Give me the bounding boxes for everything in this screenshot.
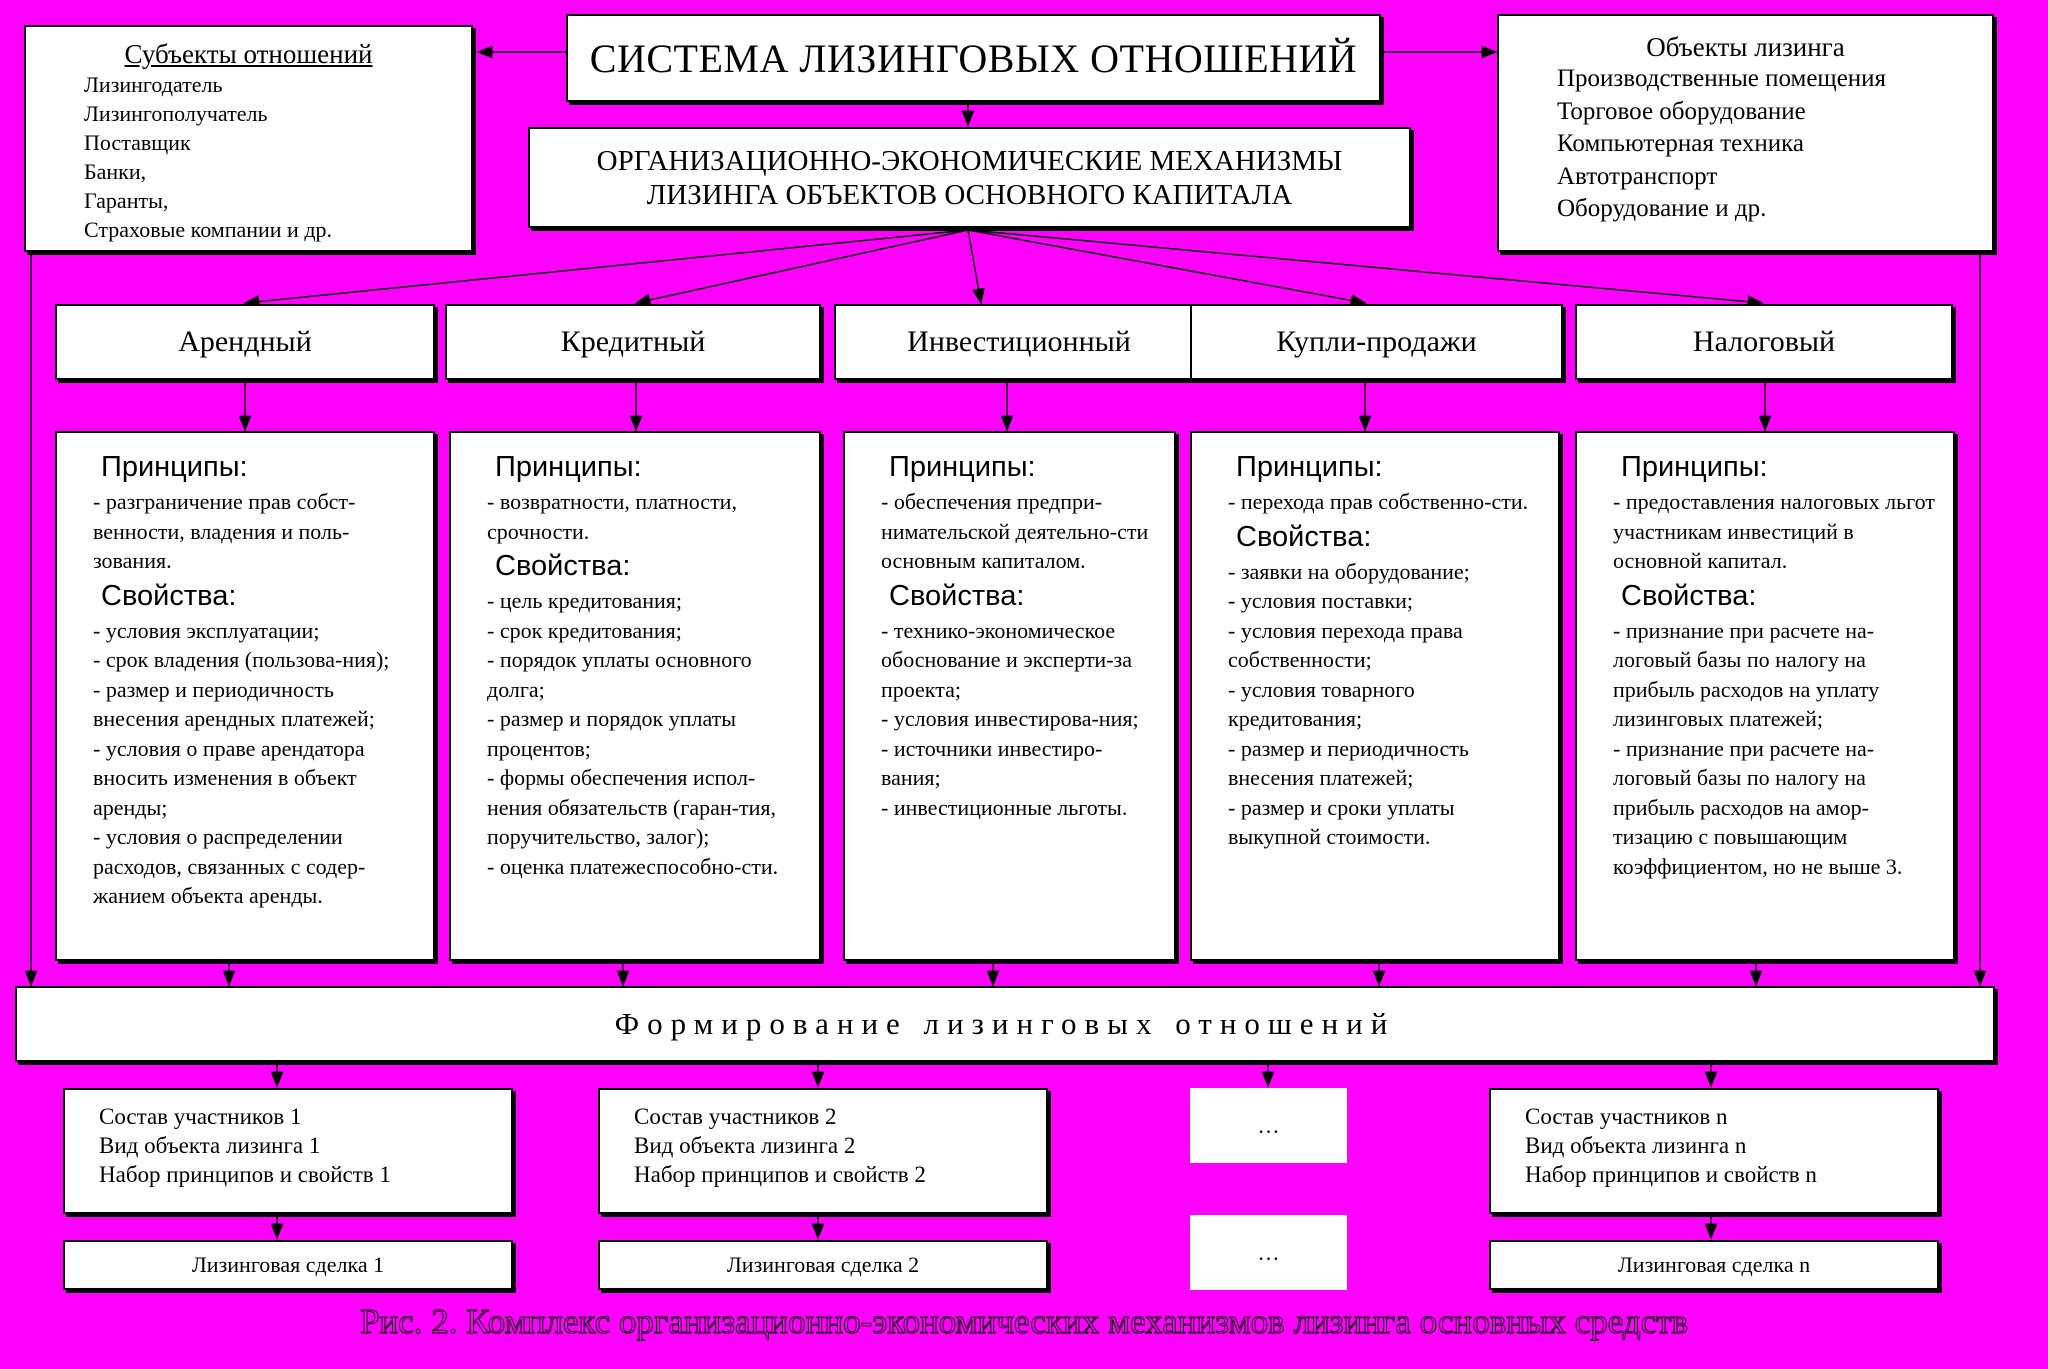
properties-label: Свойства: (495, 550, 631, 582)
properties-list (881, 616, 1156, 823)
list-item: Банки, (84, 159, 147, 184)
set-ellipsis-box: … (1190, 1088, 1347, 1163)
list-item: - условия перехода права собственности; (1228, 617, 1463, 672)
list-item: Поставщик (84, 130, 191, 155)
properties-label: Свойства: (101, 579, 237, 612)
list-item: - срок кредитования; (487, 617, 682, 643)
list-item: Набор принципов и свойств n (1525, 1162, 1817, 1187)
deal-1-box: Лизинговая сделка 1 (63, 1240, 513, 1290)
mechanisms-line-1: ОРГАНИЗАЦИОННО-ЭКОНОМИЧЕСКИЕ МЕХАНИЗМЫ (596, 144, 1343, 177)
list-item: - условия эксплуатации; (93, 617, 320, 643)
list-item: - размер и порядок уплаты процентов; (487, 706, 737, 761)
list-item: - предоставления налоговых льгот участникам инвестиций в основной капитал. (1613, 489, 1935, 573)
objects-box (1497, 14, 1994, 252)
set-n-box (1489, 1088, 1939, 1214)
principles-label: Принципы: (101, 451, 248, 483)
deal-ellipsis-box: … (1190, 1215, 1347, 1290)
list-item: - размер и периодичность внесения платежей; (1228, 735, 1469, 790)
mechanisms-line-2: ЛИЗИНГА ОБЪЕКТОВ ОСНОВНОГО КАПИТАЛА (646, 178, 1293, 211)
properties-list (93, 616, 415, 911)
principles-label: Принципы: (1621, 451, 1768, 483)
list-item: - оценка платежеспособно-сти. (487, 853, 779, 879)
list-item: Вид объекта лизинга 2 (634, 1133, 856, 1158)
list-item: - размер и периодичность внесения арендных платежей; (93, 676, 375, 731)
list-item: - формы обеспечения испол-нения обязательств (гаран-тия, поручительство, залог); (487, 765, 776, 849)
list-item: - порядок уплаты основного долга; (487, 647, 752, 702)
arrow-to-investitsionny (968, 230, 981, 303)
list-item: - условия поставки; (1228, 588, 1414, 613)
list-item: Состав участников 1 (99, 1104, 302, 1129)
figure-caption: Рис. 2. Комплекс организационно-экономических механизмов лизинга основных средств (359, 1302, 1689, 1341)
list-item: Набор принципов и свойств 2 (634, 1162, 926, 1187)
details-kupli-prodazhi (1190, 431, 1560, 961)
details-arendny (55, 431, 435, 961)
mechanism-kupli-prodazhi: Купли-продажи (1190, 304, 1563, 380)
list-item: - условия инвестирова-ния; (881, 706, 1139, 731)
principles-label: Принципы: (495, 451, 642, 483)
mechanism-nalogovy: Налоговый (1575, 304, 1953, 380)
list-item: Компьютерная техника (1557, 130, 1804, 157)
list-item: - инвестиционные льготы. (881, 794, 1128, 820)
list-item: Страховые компании и др. (84, 217, 333, 242)
principles-list (487, 487, 801, 546)
list-item: Состав участников 2 (634, 1104, 837, 1129)
list-item: - технико-экономическое обоснование и эксперти-за проекта; (881, 617, 1132, 702)
principles-label: Принципы: (1236, 451, 1383, 483)
list-item: Торговое оборудование (1557, 97, 1806, 125)
list-item: - условия о праве арендатора вносить изменения в объект аренды; (93, 735, 365, 820)
objects-list (1557, 63, 1992, 226)
principles-list (881, 487, 1156, 576)
subjects-heading: Субъекты отношений (124, 39, 373, 69)
list-item: - признание при расчете на-логовый базы по налогу на прибыль расходов на уплату лизинговых платежей; (1613, 617, 1880, 731)
list-item: - перехода прав собственно-сти. (1228, 489, 1529, 514)
details-investitsionny (843, 431, 1176, 961)
list-item: Лизингополучатель (84, 101, 268, 126)
list-item: Производственные помещения (1557, 65, 1887, 92)
properties-label: Свойства: (1621, 579, 1757, 612)
list-item: Вид объекта лизинга 1 (99, 1133, 321, 1158)
list-item: Вид объекта лизинга n (1525, 1133, 1747, 1158)
properties-list (1613, 616, 1935, 882)
system-title: СИСТЕМА ЛИЗИНГОВЫХ ОТНОШЕНИЙ (566, 14, 1381, 102)
list-item: - размер и сроки уплаты выкупной стоимости. (1228, 794, 1455, 849)
deal-n-box: Лизинговая сделка n (1489, 1240, 1939, 1290)
principles-list (1228, 487, 1540, 517)
list-item: Состав участников n (1525, 1104, 1728, 1129)
list-item: - разграничение прав собст-венности, владения и поль-зования. (93, 489, 356, 573)
list-item: - срок владения (пользова-ния); (93, 647, 390, 672)
set-2-list (600, 1090, 1046, 1189)
arrow-to-kupli-prodazhi (968, 230, 1365, 303)
set-n-list (1491, 1090, 1937, 1189)
properties-list (1228, 557, 1540, 852)
deal-2-box: Лизинговая сделка 2 (598, 1240, 1048, 1290)
set-2-box (598, 1088, 1048, 1214)
list-item: - обеспечения предпри-нимательской деятельно-сти основным капиталом. (881, 489, 1149, 573)
list-item: - возвратности, платности, срочности. (487, 489, 737, 544)
properties-list (487, 586, 801, 881)
details-nalogovy (1575, 431, 1955, 961)
list-item: Оборудование и др. (1557, 195, 1767, 222)
mechanisms-box (528, 127, 1411, 228)
principles-list (1613, 487, 1935, 576)
list-item: - условия товарного кредитования; (1228, 676, 1415, 731)
list-item: - условия о распределении расходов, связанных с содер-жанием объекта аренды. (93, 824, 366, 908)
objects-heading: Объекты лизинга (1646, 32, 1845, 62)
mechanism-arendny: Арендный (55, 304, 435, 380)
subjects-box (24, 25, 473, 252)
list-item: Лизингодатель (84, 72, 223, 97)
formation-box: Формирование лизинговых отношений (15, 986, 1995, 1062)
list-item: - источники инвестиро-вания; (881, 735, 1103, 790)
list-item: - заявки на оборудование; (1228, 558, 1470, 584)
list-item: Гаранты, (84, 188, 169, 213)
set-1-list (65, 1090, 511, 1189)
mechanism-investitsionny: Инвестиционный (834, 304, 1204, 380)
properties-label: Свойства: (889, 579, 1025, 612)
principles-list (93, 487, 415, 576)
subjects-list (84, 70, 471, 244)
properties-label: Свойства: (1236, 520, 1372, 553)
list-item: Автотранспорт (1557, 162, 1718, 190)
list-item: - цель кредитования; (487, 588, 682, 613)
list-item: Набор принципов и свойств 1 (99, 1162, 391, 1187)
arrow-to-kreditny (636, 230, 968, 303)
set-1-box (63, 1088, 513, 1214)
mechanism-kreditny: Кредитный (445, 304, 821, 380)
details-kreditny (449, 431, 821, 961)
list-item: - признание при расчете на-логовый базы по налогу на прибыль расходов на амор-тизацию с повышающим коэффициентом, но не выше 3. (1613, 735, 1903, 879)
principles-label: Принципы: (889, 451, 1036, 483)
